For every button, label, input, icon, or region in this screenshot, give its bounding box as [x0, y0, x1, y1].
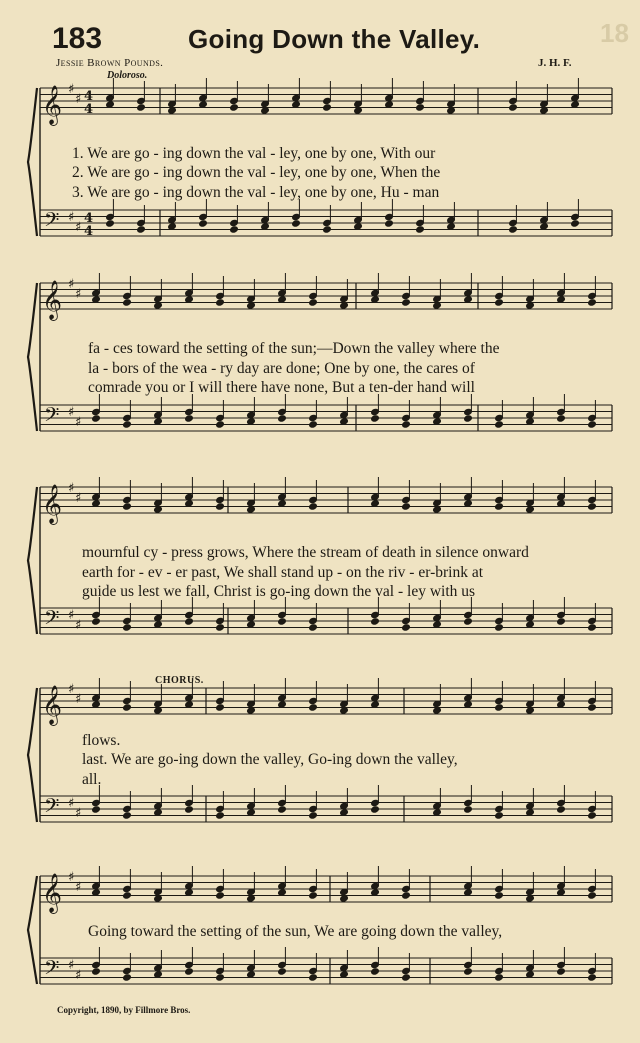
note-head — [216, 704, 225, 711]
note-head — [402, 892, 411, 899]
tempo-marking: Doloroso. — [107, 70, 148, 81]
note-head — [495, 974, 504, 981]
treble-clef: 𝄞 — [42, 85, 63, 125]
treble-clef: 𝄞 — [42, 484, 63, 524]
key-signature: ♯ — [75, 880, 82, 895]
time-signature: 4 — [84, 224, 94, 239]
note-head — [309, 503, 318, 510]
hymn-title: Going Down the Valley. — [188, 24, 481, 54]
note-head — [123, 624, 132, 631]
note-head — [309, 892, 318, 899]
note-head — [416, 226, 425, 233]
lyric-line: all. — [82, 771, 102, 788]
note-head — [216, 421, 225, 428]
note-head — [92, 806, 101, 813]
note-head — [106, 220, 115, 227]
note-head — [495, 892, 504, 899]
system-brace — [28, 876, 37, 984]
system-brace — [28, 88, 37, 236]
treble-clef: 𝄞 — [42, 873, 63, 913]
note-head — [402, 974, 411, 981]
note-head — [323, 104, 332, 111]
note-head — [402, 421, 411, 428]
note-head — [309, 624, 318, 631]
note-head — [92, 618, 101, 625]
treble-clef: 𝄞 — [42, 280, 63, 320]
key-signature: ♯ — [68, 481, 75, 496]
note-head — [495, 299, 504, 306]
key-signature: ♯ — [75, 92, 82, 107]
note-head — [123, 503, 132, 510]
system-brace — [28, 688, 37, 822]
time-signature: 4 — [84, 211, 94, 226]
key-signature: ♯ — [68, 608, 75, 623]
note-head — [371, 968, 380, 975]
note-head — [137, 104, 146, 111]
note-head — [588, 892, 597, 899]
note-head — [185, 415, 194, 422]
key-signature: ♯ — [75, 968, 82, 983]
note-head — [309, 974, 318, 981]
note-head — [588, 299, 597, 306]
note-head — [588, 974, 597, 981]
note-head — [557, 968, 566, 975]
note-head — [385, 220, 394, 227]
key-signature: ♯ — [75, 806, 82, 821]
note-head — [557, 806, 566, 813]
note-head — [123, 704, 132, 711]
lyric-line: fa - ces toward the setting of the sun;—Down the valley where the — [88, 340, 500, 357]
lyric-line: earth for - ev - er past, We shall stand up - on the riv - er-brink at — [82, 564, 484, 581]
note-head — [588, 812, 597, 819]
note-head — [123, 892, 132, 899]
key-signature: ♯ — [68, 870, 75, 885]
lyric-line: la - bors of the wea - ry day are done; One by one, the cares of — [88, 360, 475, 377]
note-head — [216, 624, 225, 631]
note-head — [402, 624, 411, 631]
note-head — [278, 806, 287, 813]
hymn-number: 183 — [52, 22, 103, 55]
note-head — [588, 421, 597, 428]
note-head — [309, 812, 318, 819]
note-head — [495, 704, 504, 711]
key-signature: ♯ — [68, 210, 75, 225]
note-head — [495, 421, 504, 428]
note-head — [123, 974, 132, 981]
note-head — [278, 968, 287, 975]
note-head — [185, 968, 194, 975]
note-head — [309, 421, 318, 428]
key-signature: ♯ — [75, 220, 82, 235]
system-brace — [28, 283, 37, 431]
note-head — [588, 624, 597, 631]
note-head — [185, 806, 194, 813]
note-head — [557, 415, 566, 422]
note-head — [571, 220, 580, 227]
note-head — [216, 503, 225, 510]
bass-clef: 𝄢 — [44, 956, 60, 984]
lyric-line: flows. — [82, 732, 121, 749]
note-head — [495, 624, 504, 631]
chorus-label: CHORUS. — [155, 675, 204, 686]
note-head — [185, 618, 194, 625]
note-head — [464, 806, 473, 813]
note-head — [323, 226, 332, 233]
note-head — [371, 415, 380, 422]
key-signature: ♯ — [75, 415, 82, 430]
note-head — [230, 104, 239, 111]
note-head — [464, 415, 473, 422]
note-head — [495, 812, 504, 819]
bleed-through-number: 18 — [600, 18, 629, 48]
lyric-line: comrade you or I will there have none, But a ten-der hand will — [88, 379, 475, 396]
time-signature: 4 — [84, 102, 94, 117]
note-head — [509, 104, 518, 111]
bass-clef: 𝄢 — [44, 403, 60, 431]
lyric-line: Going toward the setting of the sun, We are going down the valley, — [88, 923, 503, 940]
note-head — [495, 503, 504, 510]
key-signature: ♯ — [75, 491, 82, 506]
note-head — [371, 618, 380, 625]
note-head — [216, 974, 225, 981]
bass-clef: 𝄢 — [44, 606, 60, 634]
author-credit: Jessie Brown Pounds. — [56, 57, 164, 69]
note-head — [199, 220, 208, 227]
note-head — [123, 299, 132, 306]
note-head — [292, 220, 301, 227]
treble-clef: 𝄞 — [42, 685, 63, 725]
key-signature: ♯ — [68, 277, 75, 292]
lyric-line: guide us lest we fall, Christ is go-ing down the val - ley with us — [82, 583, 476, 600]
copyright-notice: Copyright, 1890, by Fillmore Bros. — [57, 1005, 191, 1015]
note-head — [509, 226, 518, 233]
key-signature: ♯ — [68, 796, 75, 811]
note-head — [216, 812, 225, 819]
note-head — [557, 618, 566, 625]
lyric-line: 1. We are go - ing down the val - ley, one by one, With our — [72, 145, 436, 162]
note-head — [309, 299, 318, 306]
key-signature: ♯ — [68, 405, 75, 420]
note-head — [402, 503, 411, 510]
lyric-line: 2. We are go - ing down the val - ley, one by one, When the — [72, 164, 441, 181]
key-signature: ♯ — [75, 287, 82, 302]
bass-clef: 𝄢 — [44, 208, 60, 236]
note-head — [464, 618, 473, 625]
note-head — [402, 299, 411, 306]
bass-clef: 𝄢 — [44, 794, 60, 822]
time-signature: 4 — [84, 89, 94, 104]
system-brace — [28, 487, 37, 634]
note-head — [137, 226, 146, 233]
composer-credit: J. H. F. — [538, 57, 572, 69]
key-signature: ♯ — [68, 82, 75, 97]
note-head — [416, 104, 425, 111]
note-head — [278, 415, 287, 422]
key-signature: ♯ — [75, 618, 82, 633]
note-head — [588, 503, 597, 510]
note-head — [216, 892, 225, 899]
note-head — [123, 421, 132, 428]
note-head — [230, 226, 239, 233]
note-head — [92, 968, 101, 975]
note-head — [278, 618, 287, 625]
key-signature: ♯ — [68, 682, 75, 697]
note-head — [371, 806, 380, 813]
key-signature: ♯ — [68, 958, 75, 973]
note-head — [216, 299, 225, 306]
lyric-line: 3. We are go - ing down the val - ley, one by one, Hu - man — [72, 184, 440, 201]
lyric-line: last. We are go-ing down the valley, Go-ing down the valley, — [82, 751, 458, 768]
note-head — [92, 415, 101, 422]
note-head — [464, 968, 473, 975]
note-head — [309, 704, 318, 711]
note-head — [588, 704, 597, 711]
note-head — [123, 812, 132, 819]
lyric-line: mournful cy - press grows, Where the stream of death in silence onward — [82, 544, 529, 561]
key-signature: ♯ — [75, 692, 82, 707]
